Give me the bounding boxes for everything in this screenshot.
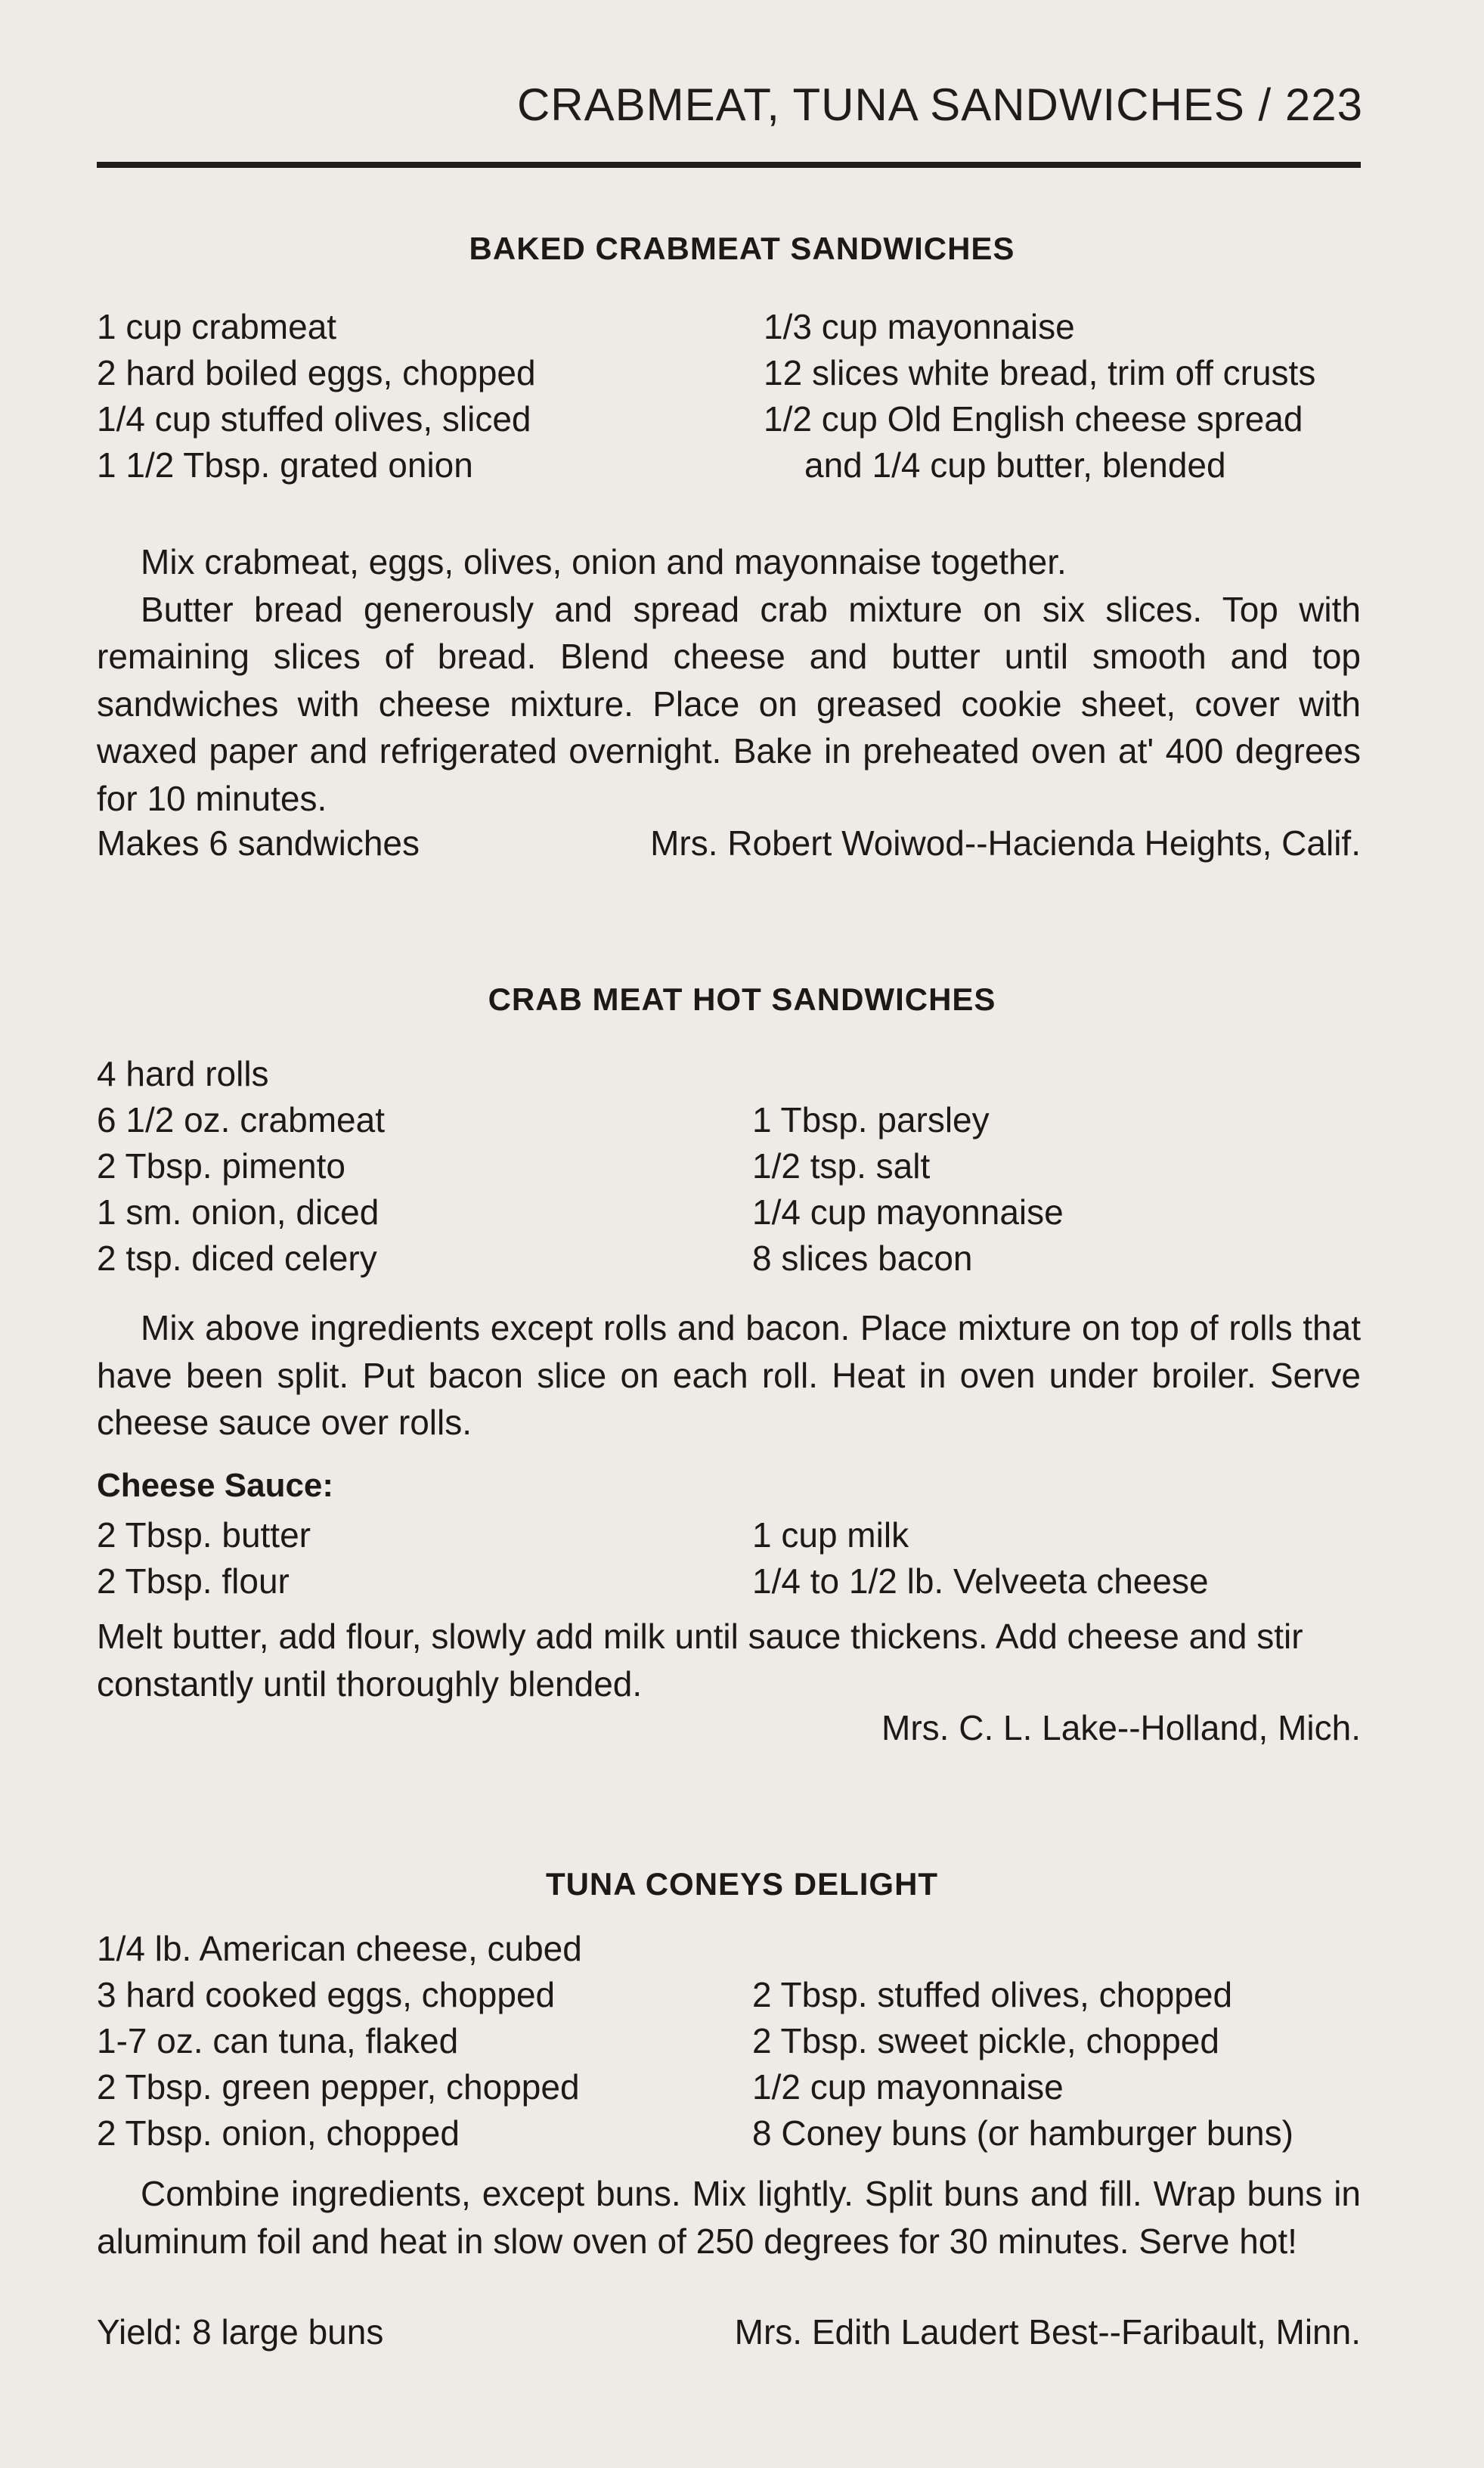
sauce-instructions: Melt butter, add flour, slowly add milk until sauce thickens. Add cheese and stir constantly until thoroughly blended.: [97, 1617, 1303, 1704]
recipe-yield: Makes 6 sandwiches: [97, 823, 420, 863]
ingredient: 12 slices white bread, trim off crusts: [764, 353, 1316, 392]
ingredients-right: [752, 1972, 1293, 2156]
header-rule: [97, 162, 1361, 168]
ingredients-left: [97, 1972, 580, 2156]
ingredient: 1 cup crabmeat: [97, 307, 337, 346]
ingredient: 8 Coney buns (or hamburger buns): [752, 2113, 1293, 2153]
ingredient: 2 tsp. diced celery: [97, 1239, 377, 1278]
instruction-paragraph: Combine ingredients, except buns. Mix lightly. Split buns and fill. Wrap buns in aluminum foil and heat in slow oven of 250 degrees for 30 minutes. Serve hot!: [97, 2174, 1361, 2261]
ingredient: 1/2 cup mayonnaise: [752, 2067, 1064, 2107]
ingredient: 1/2 cup Old English cheese spread: [764, 399, 1303, 439]
ingredient: 2 Tbsp. butter: [97, 1515, 311, 1555]
ingredient: 1-7 oz. can tuna, flaked: [97, 2021, 459, 2060]
ingredient: 1 Tbsp. parsley: [752, 1100, 990, 1139]
recipe-title: TUNA CONEYS DELIGHT: [545, 1866, 939, 1902]
ingredient: 1/3 cup mayonnaise: [764, 307, 1075, 346]
ingredients-top: 4 hard rolls: [97, 1054, 269, 1093]
recipe-title: CRAB MEAT HOT SANDWICHES: [488, 981, 996, 1017]
recipe-instructions: [97, 1304, 1361, 1446]
recipe-contributor: Mrs. Edith Laudert Best--Faribault, Minn.: [734, 2312, 1361, 2352]
ingredients-right: [752, 1097, 1064, 1282]
ingredient: 2 Tbsp. stuffed olives, chopped: [752, 1975, 1233, 2014]
ingredient: 2 Tbsp. onion, chopped: [97, 2113, 460, 2153]
ingredient: 1 sm. onion, diced: [97, 1192, 380, 1232]
ingredient: 1/4 to 1/2 lb. Velveeta cheese: [752, 1561, 1209, 1601]
recipe-instructions: [97, 2170, 1361, 2265]
instruction-paragraph: Mix crabmeat, eggs, olives, onion and mayonnaise together.: [141, 542, 1067, 581]
sauce-ingredients-right: [752, 1512, 1209, 1605]
ingredients-left: [97, 1097, 385, 1282]
sauce-title: Cheese Sauce:: [97, 1467, 334, 1504]
sauce-ingredients-left: [97, 1512, 311, 1605]
page-header: CRABMEAT, TUNA SANDWICHES / 223: [516, 79, 1363, 130]
ingredient: 8 slices bacon: [752, 1239, 973, 1278]
ingredient: and 1/4 cup butter, blended: [804, 445, 1226, 485]
ingredient: 6 1/2 oz. crabmeat: [97, 1100, 385, 1139]
ingredient: 2 Tbsp. flour: [97, 1561, 290, 1601]
recipe-instructions: [97, 538, 1361, 822]
ingredient: 3 hard cooked eggs, chopped: [97, 1975, 556, 2014]
ingredient: 1/2 tsp. salt: [752, 1146, 931, 1186]
ingredient: 2 hard boiled eggs, chopped: [97, 353, 536, 392]
recipe-contributor: Mrs. C. L. Lake--Holland, Mich.: [881, 1708, 1361, 1747]
ingredients-top: 1/4 lb. American cheese, cubed: [97, 1929, 582, 1968]
recipe-title: BAKED CRABMEAT SANDWICHES: [469, 231, 1015, 266]
ingredient: 2 Tbsp. pimento: [97, 1146, 346, 1186]
ingredient: 2 Tbsp. sweet pickle, chopped: [752, 2021, 1219, 2060]
ingredient: 2 Tbsp. green pepper, chopped: [97, 2067, 580, 2107]
ingredient: 1 1/2 Tbsp. grated onion: [97, 445, 473, 485]
recipe-contributor: Mrs. Robert Woiwod--Hacienda Heights, Calif.: [650, 823, 1361, 863]
instruction-paragraph: Butter bread generously and spread crab mixture on six slices. Top with remaining slices of bread. Blend cheese and butter until smooth and top sandwiches with cheese mixture. Place on greased cookie sheet, cover with waxed paper and refrigerated overnight. Bake in preheated oven at' 400 degrees for 10 minutes.: [97, 589, 1361, 818]
ingredients-left: [97, 304, 536, 488]
recipe-yield: Yield: 8 large buns: [97, 2312, 384, 2352]
ingredient: 1/4 cup stuffed olives, sliced: [97, 399, 531, 439]
ingredients-right: [764, 304, 1315, 488]
instruction-paragraph: Mix above ingredients except rolls and bacon. Place mixture on top of rolls that have been split. Put bacon slice on each roll. Heat in oven under broiler. Serve cheese sauce over rolls.: [97, 1308, 1361, 1442]
ingredient: 1 cup milk: [752, 1515, 909, 1555]
ingredient: 1/4 cup mayonnaise: [752, 1192, 1064, 1232]
